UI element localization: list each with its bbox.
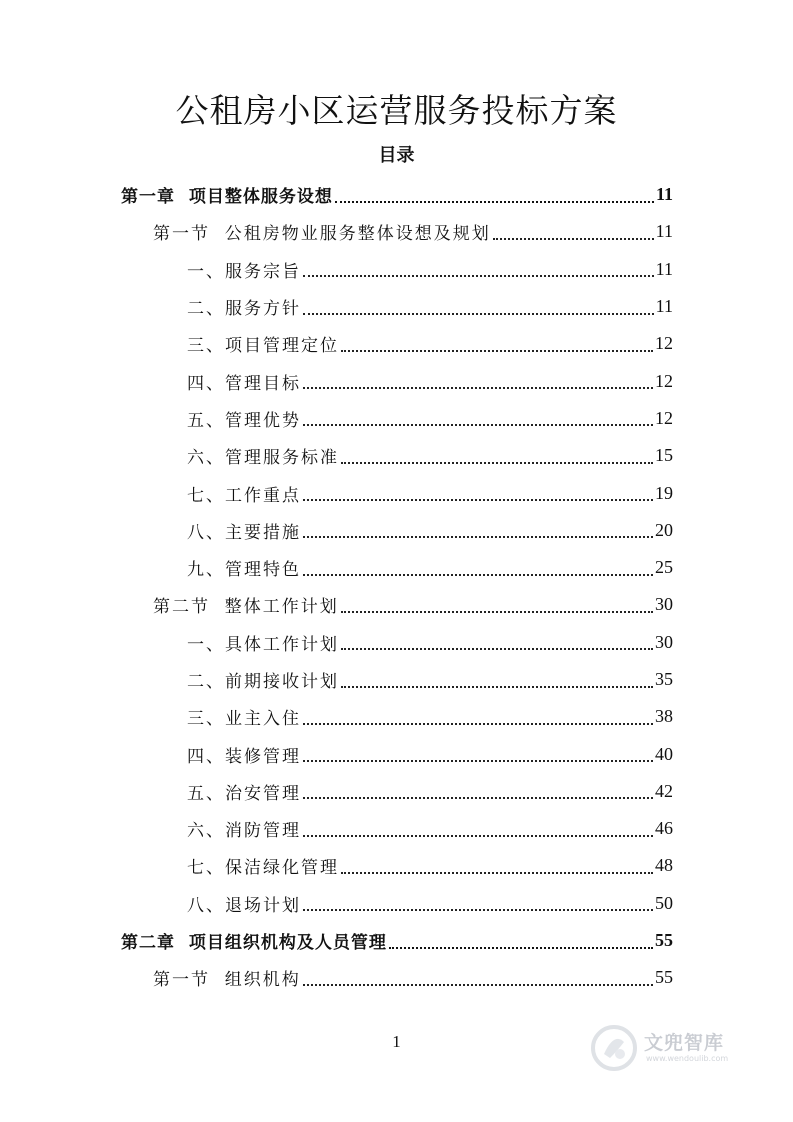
- toc-entry-label: 二、服务方针: [187, 299, 301, 320]
- toc-entry-page: 20: [655, 519, 673, 540]
- toc-entry-page: 30: [655, 631, 673, 652]
- toc-entry-label: 三、项目管理定位: [187, 336, 339, 357]
- toc-dot-leader: [493, 238, 654, 240]
- page-number: 1: [392, 1032, 401, 1051]
- toc-entry-page: 12: [655, 370, 673, 391]
- toc-dot-leader: [303, 984, 653, 986]
- toc-entry-page: 46: [655, 818, 673, 839]
- toc-dot-leader: [303, 723, 653, 725]
- toc-subsection-entry[interactable]: [0, 773, 793, 810]
- toc-entry-label: 第二节 整体工作计划: [153, 597, 339, 618]
- toc-entry-page: 25: [655, 557, 673, 578]
- toc-entry-page: 38: [655, 706, 673, 727]
- toc-subsection-entry[interactable]: [0, 698, 793, 735]
- toc-subsection-entry[interactable]: [0, 847, 793, 884]
- toc-entry-label: 七、保洁绿化管理: [187, 858, 339, 879]
- toc-section-entry[interactable]: [0, 213, 793, 250]
- toc-entry-label: 第一节 公租房物业服务整体设想及规划: [153, 224, 491, 245]
- toc-entry-page: 35: [655, 669, 673, 689]
- toc-entry-page: 50: [655, 892, 673, 913]
- toc-entry-page: 11: [655, 221, 673, 242]
- toc-entry-label: 九、管理特色: [187, 560, 301, 581]
- toc-dot-leader: [341, 611, 653, 613]
- toc-entry-label: 五、管理优势: [187, 410, 301, 431]
- toc-dot-leader: [303, 275, 654, 277]
- toc-entry-label: 七、工作重点: [187, 485, 301, 506]
- toc-subsection-entry[interactable]: [0, 810, 793, 847]
- watermark-text: 文兜智库: [644, 1032, 725, 1054]
- toc-dot-leader: [341, 648, 653, 650]
- toc-entry-label: 第二章 项目组织机构及人员管理: [121, 933, 387, 954]
- toc-dot-leader: [341, 686, 653, 688]
- toc-subsection-entry[interactable]: [0, 288, 793, 325]
- toc-entry-page: 11: [655, 184, 673, 205]
- toc-dot-leader: [303, 313, 654, 315]
- toc-subsection-entry[interactable]: [0, 661, 793, 698]
- page-title: 公租房小区运营服务投标方案: [175, 91, 618, 130]
- toc-subsection-entry[interactable]: [0, 325, 793, 362]
- toc-entry-page: 42: [655, 780, 673, 801]
- toc-dot-leader: [341, 872, 653, 874]
- toc-entry-label: 六、消防管理: [187, 821, 301, 842]
- toc-entry-page: 12: [655, 407, 673, 428]
- toc-entry-label: 第一章 项目整体服务设想: [121, 187, 333, 208]
- toc-dot-leader: [303, 909, 653, 911]
- toc-entry-label: 二、前期接收计划: [187, 672, 339, 692]
- toc-subsection-entry[interactable]: [0, 362, 793, 399]
- toc-entry-label: 四、管理目标: [187, 373, 301, 394]
- toc-entry-page: 40: [655, 743, 673, 764]
- toc-dot-leader: [303, 424, 653, 426]
- toc-dot-leader: [303, 797, 653, 799]
- toc-subsection-entry[interactable]: [0, 624, 793, 661]
- toc-entry-label: 第一节 组织机构: [153, 970, 301, 991]
- toc-dot-leader: [303, 536, 653, 538]
- toc-entry-label: 五、治安管理: [187, 783, 301, 804]
- toc-dot-leader: [303, 835, 653, 837]
- toc-section-entry[interactable]: [0, 959, 793, 996]
- toc-entry-label: 六、管理服务标准: [187, 448, 339, 469]
- toc-subsection-entry[interactable]: [0, 512, 793, 549]
- toc-entry-page: 19: [655, 482, 673, 503]
- toc-subsection-entry[interactable]: [0, 474, 793, 511]
- toc-entry-label: 一、服务宗旨: [187, 261, 301, 282]
- toc-entry-page: 11: [655, 296, 673, 317]
- toc-dot-leader: [341, 462, 653, 464]
- toc-chapter-entry[interactable]: [0, 176, 793, 213]
- toc-chapter-entry[interactable]: [0, 922, 793, 959]
- toc-entry-page: 30: [655, 594, 673, 615]
- toc-subsection-entry[interactable]: [0, 885, 793, 922]
- toc-subsection-entry[interactable]: [0, 549, 793, 586]
- toc-entry-label: 三、业主入住: [187, 709, 301, 730]
- toc-entry-label: 四、装修管理: [187, 746, 301, 767]
- toc-subsection-entry[interactable]: [0, 735, 793, 772]
- toc-entry-page: 12: [655, 333, 673, 354]
- toc-dot-leader: [303, 387, 653, 389]
- watermark: [586, 1020, 776, 1076]
- toc-entry-label: 八、退场计划: [187, 895, 301, 916]
- wendoc-logo-icon: [590, 1024, 638, 1072]
- toc-subsection-entry[interactable]: [0, 400, 793, 437]
- watermark-url: www.wendoulib.com: [646, 1054, 729, 1063]
- toc-entry-page: 55: [655, 930, 673, 951]
- toc-subsection-entry[interactable]: [0, 251, 793, 288]
- toc-entry-page: 55: [655, 967, 673, 988]
- toc-section-entry[interactable]: [0, 586, 793, 623]
- toc-dot-leader: [341, 350, 653, 352]
- toc-entry-page: 11: [655, 258, 673, 279]
- toc-entry-label: 八、主要措施: [187, 522, 301, 543]
- toc-dot-leader: [335, 201, 654, 203]
- toc-subsection-entry[interactable]: [0, 437, 793, 474]
- toc-dot-leader: [303, 574, 653, 576]
- toc-dot-leader: [303, 499, 653, 501]
- toc-entry-label: 一、具体工作计划: [187, 634, 339, 655]
- toc-entry-page: 48: [655, 855, 673, 876]
- table-of-contents: [0, 176, 793, 997]
- toc-heading: 目录: [378, 145, 415, 166]
- toc-dot-leader: [389, 947, 653, 949]
- toc-dot-leader: [303, 760, 653, 762]
- toc-entry-page: 15: [655, 445, 673, 466]
